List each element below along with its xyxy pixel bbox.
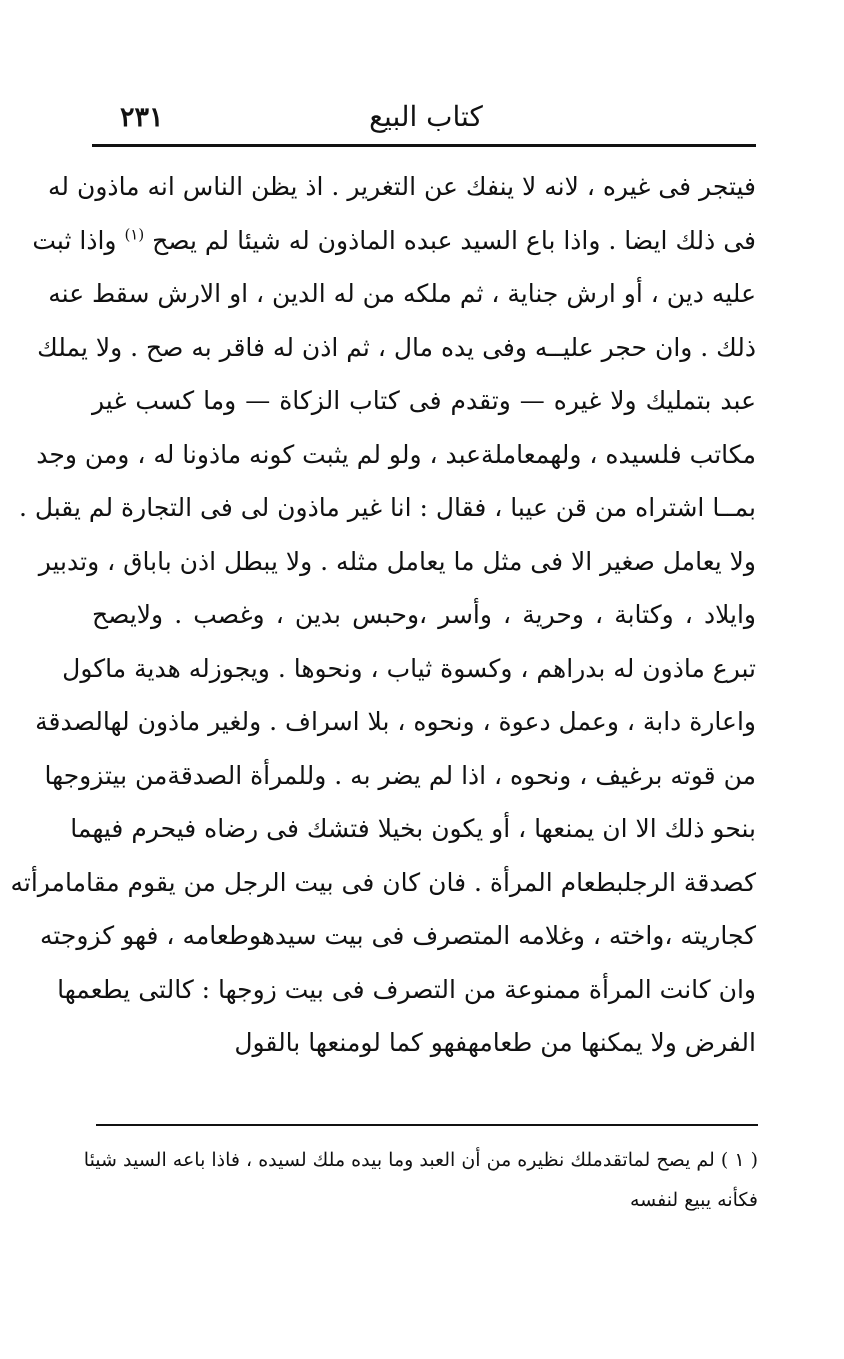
text-line: واعارة دابة ، وعمل دعوة ، ونحوه ، بلا اسراف . ولغير ماذون لهالصدقة xyxy=(35,707,756,736)
text-line-end: واذا ثبت xyxy=(32,225,117,255)
footnote-rule xyxy=(96,1124,758,1126)
text-line: وايلاد ، وكتابة ، وحرية ، وأسر ،وحبس بدين ، وغصب . ولايصح xyxy=(92,600,756,629)
text-line: مكاتب فلسيده ، ولهمعاملةعبد ، ولو لم يثبت كونه ماذونا له ، ومن وجد xyxy=(36,439,756,469)
text-line: وان كانت المرأة ممنوعة من التصرف فى بيت زوجها : كالتى يطعمها xyxy=(57,974,756,1004)
text-line: كجاريته ،واخته ، وغلامه المتصرف فى بيت سيدهوطعامه ، فهو كزوجته xyxy=(39,921,756,950)
text-line: الفرض ولا يمكنها من طعامهفهو كما لومنعها بالقول xyxy=(234,1028,756,1057)
text-line: كصدقة الرجلبطعام المرأة . فان كان فى بيت الرجل من يقوم مقامامرأته xyxy=(10,867,756,897)
body-text xyxy=(10,160,756,1070)
running-title: كتاب البيع xyxy=(369,100,483,133)
text-line: فيتجر فى غيره ، لانه لا ينفك عن التغرير . اذ يظن الناس انه ماذون له xyxy=(48,172,756,201)
footnote-line: فكأنه يبيع لنفسه xyxy=(629,1189,758,1211)
text-line: ولا يعامل صغير الا فى مثل ما يعامل مثله . ولا يبطل اذن باباق ، وتدبير xyxy=(38,546,756,576)
page-number: ٢٣١ xyxy=(120,102,164,133)
text-line: عليه دين ، أو ارش جناية ، ثم ملكه من له الدين ، او الارش سقط عنه xyxy=(48,279,756,308)
page-header xyxy=(96,96,756,144)
text-line: من قوته برغيف ، ونحوه ، اذا لم يضر به . وللمرأة الصدقةمن بيتزوجها xyxy=(44,760,756,790)
footnotes xyxy=(83,1140,758,1220)
header-rule xyxy=(92,144,756,147)
footnote-line: ( ١ ) لم يصح لماتقدملك نظيره من أن العبد وما بيده ملك لسيده ، فاذا باعه السيد شيئا xyxy=(83,1149,758,1171)
text-line-start: فى ذلك ايضا . واذا باع السيد عبده الماذون له شيئا لم يصح xyxy=(152,225,756,255)
text-line xyxy=(32,214,756,268)
text-line: بمــا اشتراه من قن عيبا ، فقال : انا غير ماذون لى فى التجارة لم يقبل . xyxy=(18,493,756,522)
footnote-marker: (١) xyxy=(124,225,145,244)
text-line: عبد بتمليك ولا غيره — وتقدم فى كتاب الزكاة — وما كسب غير xyxy=(92,386,756,415)
text-line: بنحو ذلك الا ان يمنعها ، أو يكون بخيلا فتشك فى رضاه فيحرم فيهما xyxy=(70,814,756,843)
text-line: ذلك . وان حجر عليــه وفى يده مال ، ثم اذن له فاقر به صح . ولا يملك xyxy=(37,332,756,362)
text-line: تبرع ماذون له بدراهم ، وكسوة ثياب ، ونحوها . ويجوزله هدية ماكول xyxy=(62,653,756,683)
